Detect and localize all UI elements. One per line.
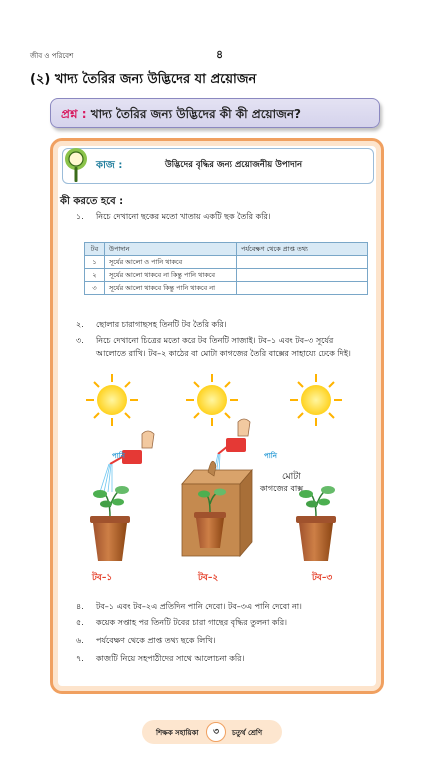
table-row — [85, 256, 368, 269]
table-cell: সূর্যের আলো থাকবে না কিন্তু পানি থাকবে — [105, 269, 237, 282]
todo-heading: কী করতে হবে : — [60, 196, 124, 207]
question-text: খাদ্য তৈরির জন্য উদ্ভিদের কী কী প্রয়োজন? — [90, 107, 301, 121]
table-cell: ১ — [85, 256, 105, 269]
step-5 — [76, 616, 376, 630]
table-header: টব — [85, 243, 105, 256]
sun-icon — [186, 374, 238, 426]
step-number: ৪. — [76, 602, 84, 611]
step-number: ৫. — [76, 618, 84, 627]
question-label: প্রশ্ন : — [61, 107, 87, 121]
observation-table — [84, 242, 368, 295]
step-3 — [76, 334, 376, 362]
table-header: উপাদান — [105, 243, 237, 256]
pot-label-2: টব–২ — [198, 573, 219, 583]
step-number: ৩. — [76, 336, 84, 345]
step-number: ১. — [76, 212, 84, 221]
step-text: কয়েক সপ্তাহ পর তিনটি টবের চারা গাছের বৃদ্ধির তুলনা করি। — [96, 618, 287, 627]
pot-label-3: টব–৩ — [312, 573, 333, 583]
task-title: উদ্ভিদের বৃদ্ধির জন্য প্রয়োজনীয় উপাদান — [165, 160, 303, 170]
step-text: পর্যবেক্ষণ থেকে প্রাপ্ত তথ্য ছকে লিখি। — [96, 636, 216, 645]
table-cell — [237, 256, 368, 269]
sun-icon — [290, 374, 342, 426]
sun-icon — [86, 374, 138, 426]
table-header-row — [85, 243, 368, 256]
table-row — [85, 282, 368, 295]
step-1 — [76, 210, 366, 224]
footer-grade: চতুর্থ শ্রেণি — [232, 729, 263, 737]
magnifier-icon — [64, 146, 88, 186]
page-number: ৪ — [216, 48, 224, 61]
question-banner — [50, 98, 380, 128]
water-label-2: পানি — [264, 452, 277, 460]
experiment-illustration — [60, 372, 372, 587]
potted-plant-icon — [296, 486, 336, 561]
step-text: নিচে দেখানো ছকের মতো খাতায় একটি ছক তৈরি করি। — [96, 212, 271, 221]
step-text: ছোলার চারাগাছসহ তিনটি টব তৈরি করি। — [96, 320, 227, 329]
table-cell: সূর্যের আলো ও পানি থাকবে — [105, 256, 237, 269]
table-cell: সূর্যের আলো থাকবে কিন্তু পানি থাকবে না — [105, 282, 237, 295]
illustration-art — [60, 372, 372, 587]
table-cell: ৩ — [85, 282, 105, 295]
step-number: ৭. — [76, 654, 84, 663]
step-text: আলোতে রাখি। টব–২ কাঠের বা মোটা কাগজের তৈরি বাক্সের সাহায্যে ঢেকে দিই। — [96, 349, 351, 358]
step-text: কাজটি নিয়ে সহপাঠীদের সাথে আলোচনা করি। — [96, 654, 245, 663]
step-6 — [76, 634, 376, 648]
pot-label-1: টব–১ — [92, 573, 113, 583]
watering-can-icon — [100, 431, 154, 492]
table-cell — [237, 269, 368, 282]
table-header: পর্যবেক্ষণ থেকে প্রাপ্ত তথ্য — [237, 243, 368, 256]
footer-book-title: শিক্ষক সহায়িকা — [156, 729, 199, 737]
running-head: জীব ও পরিবেশ — [30, 52, 74, 60]
table-cell: ২ — [85, 269, 105, 282]
step-text: নিচে দেখানো চিত্রের মতো করে টব তিনটি সাজাই। টব–১ এবং টব–৩ সূর্যের — [96, 336, 334, 345]
step-2 — [76, 318, 366, 332]
step-number: ২. — [76, 320, 84, 329]
potted-plant-icon — [90, 486, 130, 561]
task-label: কাজ : — [96, 160, 123, 171]
table-row — [85, 269, 368, 282]
box-label-line1: মোটা — [282, 472, 301, 482]
footer-page-number: ৩ — [206, 722, 226, 742]
table-cell — [237, 282, 368, 295]
step-number: ৬. — [76, 636, 84, 645]
section-title: (২) খাদ্য তৈরির জন্য উদ্ভিদের যা প্রয়োজন — [30, 72, 257, 87]
step-4 — [76, 600, 376, 614]
water-label-1: পানি — [112, 452, 125, 460]
step-7 — [76, 652, 376, 666]
step-text: টব–১ এবং টব–২এ প্রতিদিন পানি দেবো। টব–৩এ পানি দেবো না। — [96, 602, 302, 611]
box-label-line2: কাগজের বাক্স — [260, 484, 304, 493]
